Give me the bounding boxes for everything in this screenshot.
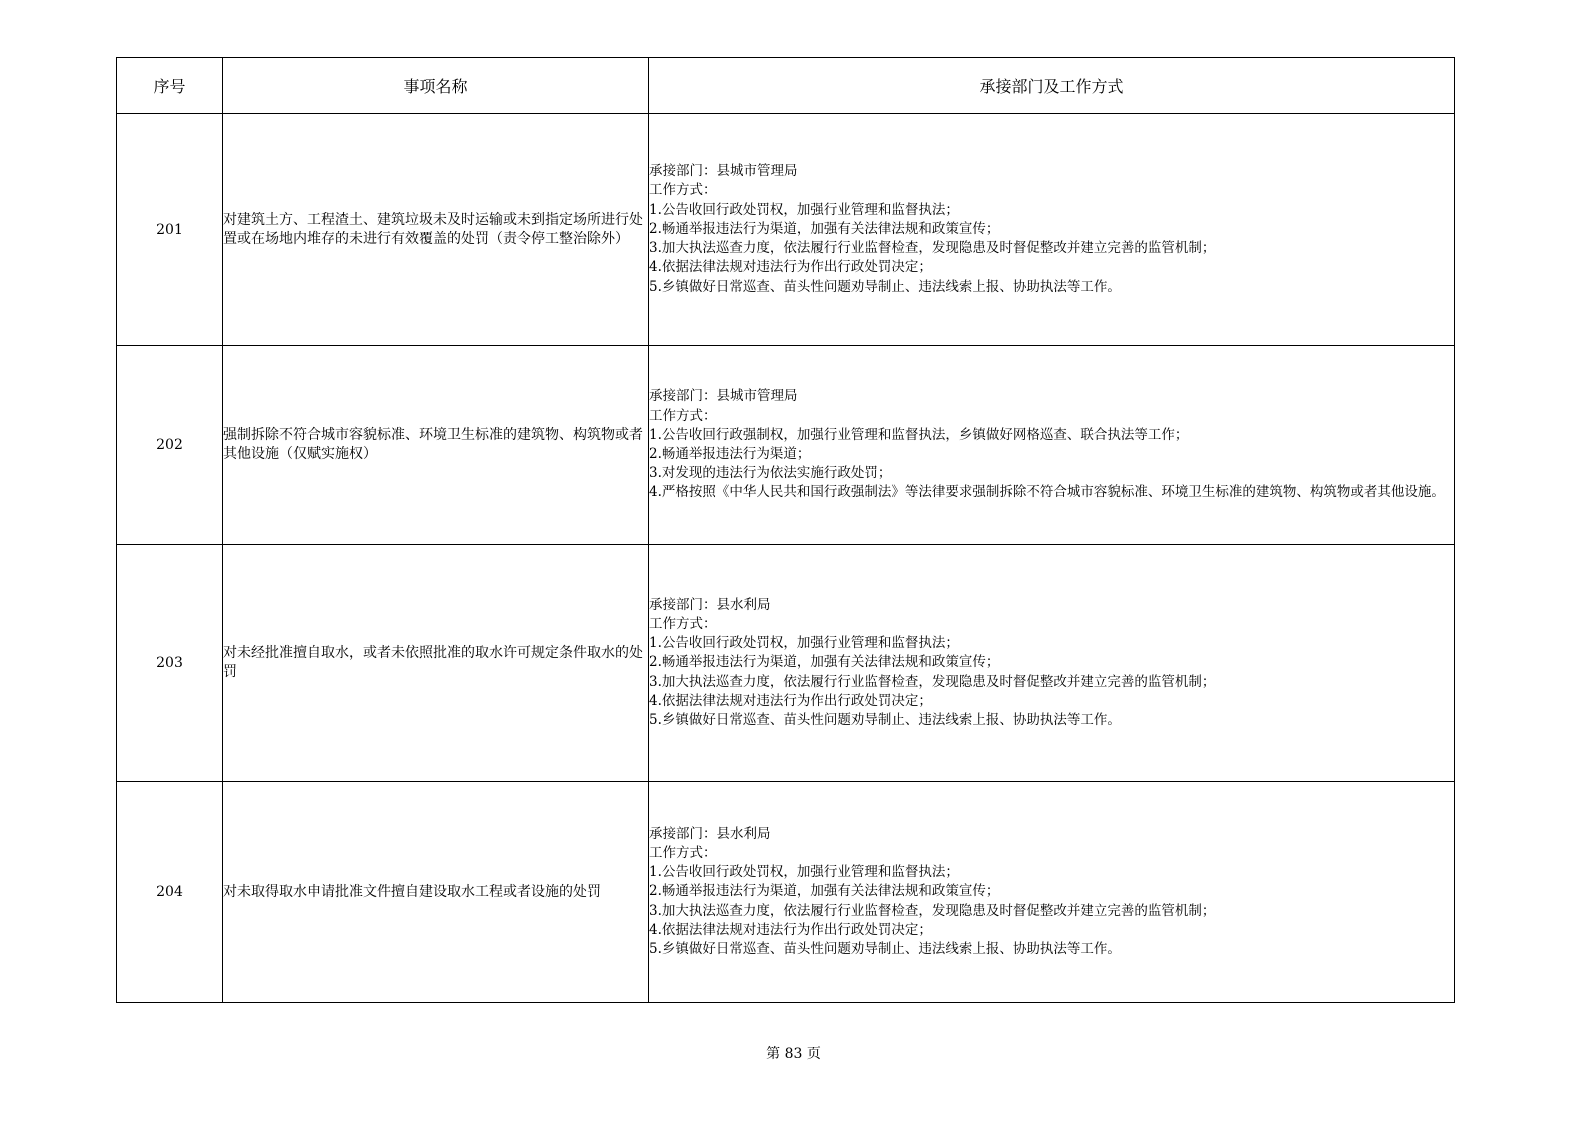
- row-dept: [649, 782, 1455, 1003]
- dept-line: 承接部门：县水利局: [649, 825, 771, 842]
- dept-line: 承接部门：县水利局: [649, 596, 771, 613]
- row-name: 对未取得取水申请批准文件擅自建设取水工程或者设施的处罚: [223, 782, 649, 1003]
- header-num: 序号: [117, 58, 223, 114]
- row-num: 202: [117, 346, 223, 545]
- row-dept: [649, 114, 1455, 346]
- row-name: 强制拆除不符合城市容貌标准、环境卫生标准的建筑物、构筑物或者其他设施（仅赋实施权）: [223, 346, 649, 545]
- row-dept: [649, 545, 1455, 782]
- row-num: 201: [117, 114, 223, 346]
- dept-line: 5.乡镇做好日常巡查、苗头性问题劝导制止、违法线索上报、协助执法等工作。: [649, 941, 1121, 957]
- table-row: [117, 346, 1455, 545]
- header-name: 事项名称: [223, 58, 649, 114]
- dept-line: 1.公告收回行政处罚权，加强行业管理和监督执法；: [649, 635, 959, 652]
- dept-line: 工作方式：: [649, 407, 717, 424]
- dept-line: 3.加大执法巡查力度，依法履行行业监督检查，发现隐患及时督促整改并建立完善的监管机制；: [649, 240, 1216, 257]
- row-dept: [649, 346, 1455, 545]
- dept-line: 5.乡镇做好日常巡查、苗头性问题劝导制止、违法线索上报、协助执法等工作。: [649, 712, 1121, 728]
- items-table: [116, 57, 1455, 1003]
- dept-line: 3.对发现的违法行为依法实施行政处罚；: [649, 465, 892, 482]
- page-number: 第 83 页: [766, 1046, 821, 1062]
- dept-line: 工作方式：: [649, 182, 717, 199]
- header-dept: 承接部门及工作方式: [649, 58, 1455, 114]
- dept-line: 3.加大执法巡查力度，依法履行行业监督检查，发现隐患及时督促整改并建立完善的监管机制；: [649, 673, 1216, 690]
- dept-line: 2.畅通举报违法行为渠道，加强有关法律法规和政策宣传；: [649, 220, 1000, 237]
- dept-line: 1.公告收回行政处罚权，加强行业管理和监督执法；: [649, 201, 959, 218]
- dept-line: 工作方式：: [649, 844, 717, 861]
- dept-line: 5.乡镇做好日常巡查、苗头性问题劝导制止、违法线索上报、协助执法等工作。: [649, 278, 1121, 295]
- dept-line: 3.加大执法巡查力度，依法履行行业监督检查，发现隐患及时督促整改并建立完善的监管机制；: [649, 902, 1216, 919]
- row-num: 203: [117, 545, 223, 782]
- dept-line: 4.依据法律法规对违法行为作出行政处罚决定；: [649, 921, 932, 938]
- dept-line: 2.畅通举报违法行为渠道，加强有关法律法规和政策宣传；: [649, 654, 1000, 671]
- table-row: [117, 782, 1455, 1003]
- table-row: [117, 545, 1455, 782]
- dept-line: 4.依据法律法规对违法行为作出行政处罚决定；: [649, 692, 932, 709]
- dept-line: 承接部门：县城市管理局: [649, 163, 798, 180]
- row-num: 204: [117, 782, 223, 1003]
- dept-line: 2.畅通举报违法行为渠道，加强有关法律法规和政策宣传；: [649, 883, 1000, 900]
- header-row: [117, 58, 1455, 114]
- dept-line: 工作方式：: [649, 615, 717, 632]
- dept-line: 2.畅通举报违法行为渠道；: [649, 446, 811, 462]
- row-name: 对建筑土方、工程渣土、建筑垃圾未及时运输或未到指定场所进行处置或在场地内堆存的未进行有效覆盖的处罚（责令停工整治除外）: [223, 114, 649, 346]
- dept-line: 1.公告收回行政处罚权，加强行业管理和监督执法；: [649, 864, 959, 881]
- dept-line: 承接部门：县城市管理局: [649, 388, 798, 405]
- table-row: [117, 114, 1455, 346]
- dept-line: 4.严格按照《中华人民共和国行政强制法》等法律要求强制拆除不符合城市容貌标准、环境卫生标准的建筑物、构筑物或者其他设施。: [649, 484, 1445, 501]
- dept-line: 1.公告收回行政强制权，加强行业管理和监督执法，乡镇做好网格巡查、联合执法等工作；: [649, 426, 1189, 443]
- dept-line: 4.依据法律法规对违法行为作出行政处罚决定；: [649, 259, 932, 276]
- row-name: 对未经批准擅自取水，或者未依照批准的取水许可规定条件取水的处罚: [223, 545, 649, 782]
